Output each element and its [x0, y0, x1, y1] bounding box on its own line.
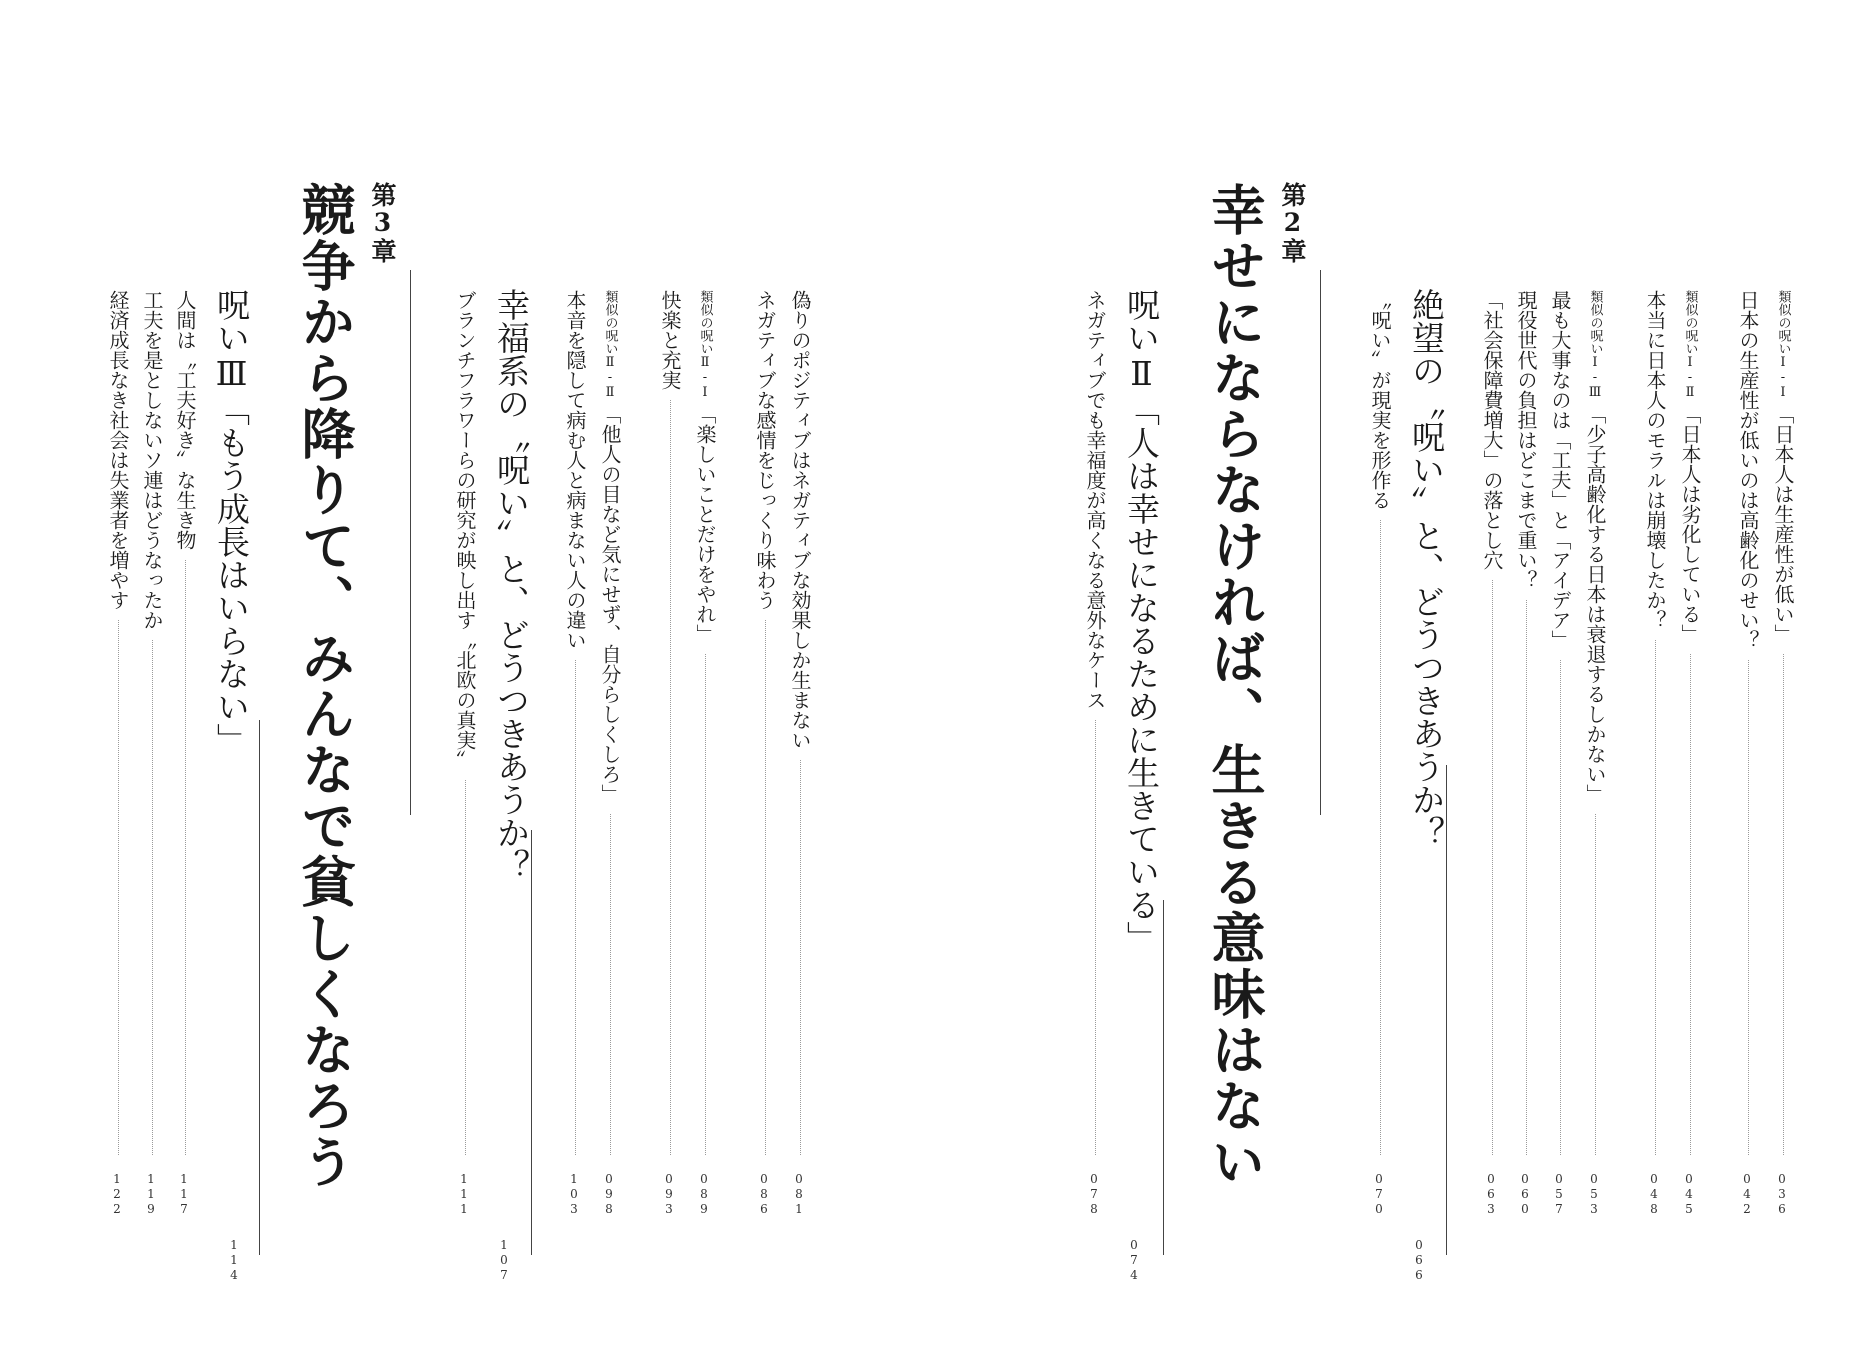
dot-leader [800, 760, 801, 1155]
dot-leader [765, 620, 766, 1155]
toc-section[interactable] [212, 288, 251, 1228]
toc-entry[interactable] [600, 290, 620, 1165]
toc-entry[interactable] [1738, 290, 1758, 1165]
dot-leader [1655, 640, 1656, 1155]
toc-entry-text: 「少子高齢化する日本は衰退するしかない」 [1583, 404, 1607, 804]
page-number: 114 [227, 1238, 241, 1283]
toc-entry[interactable] [108, 290, 128, 1165]
dot-leader [1526, 600, 1527, 1155]
page-number: 117 [177, 1172, 191, 1217]
dot-leader [670, 400, 671, 1155]
dot-leader [1380, 520, 1381, 1155]
chapter-label: 第3章 [368, 182, 397, 264]
page-number: 048 [1647, 1172, 1661, 1217]
section-title: 呪いⅢ「もう成長はいらない」 [212, 288, 251, 756]
page-number: 093 [662, 1172, 676, 1217]
page-number: 086 [757, 1172, 771, 1217]
toc-entry-text: ネガティブでも幸福度が高くなる意外なケース [1083, 290, 1107, 710]
page-number: 066 [1412, 1238, 1426, 1283]
similar-curse-tag: 類似の呪いⅠ-Ⅲ [1587, 290, 1603, 400]
toc-entry[interactable] [755, 290, 775, 1165]
similar-curse-tag: 類似の呪いⅡ-Ⅰ [697, 290, 713, 400]
toc-entry-text: 最も大事なのは「工夫」と「アイデア」 [1548, 290, 1572, 650]
dot-leader [705, 654, 706, 1155]
section-title: 呪いⅡ「人は幸せになるために生きている」 [1122, 288, 1161, 954]
page-number: 119 [144, 1172, 158, 1217]
dot-leader [1492, 580, 1493, 1155]
toc-entry[interactable] [1482, 290, 1502, 1165]
page-number: 042 [1740, 1172, 1754, 1217]
dot-leader [1690, 654, 1691, 1155]
toc-entry[interactable] [1585, 290, 1605, 1165]
page-number: 103 [567, 1172, 581, 1217]
toc-entry[interactable] [695, 290, 715, 1165]
toc-entry-text: 快楽と充実 [658, 290, 682, 390]
dot-leader [465, 780, 466, 1155]
chapter-rule [1320, 270, 1321, 815]
dot-leader [185, 560, 186, 1155]
page-number: 060 [1518, 1172, 1532, 1217]
page-number: 053 [1587, 1172, 1601, 1217]
toc-section[interactable] [492, 288, 531, 1228]
toc-entry[interactable] [1085, 290, 1105, 1165]
toc-entry-text: 人間は〝工夫好き〟な生き物 [173, 290, 197, 550]
toc-entry[interactable] [175, 290, 195, 1165]
page-number: 089 [697, 1172, 711, 1217]
chapter-label: 第2章 [1278, 182, 1307, 264]
similar-curse-tag: 類似の呪いⅠ-Ⅱ [1682, 290, 1698, 400]
dot-leader [1560, 660, 1561, 1155]
page-number: 063 [1484, 1172, 1498, 1217]
toc-entry-text: 偽りのポジティブはネガティブな効果しか生まない [788, 290, 812, 750]
toc-entry[interactable] [455, 290, 475, 1165]
toc-entry[interactable] [1645, 290, 1665, 1165]
toc-entry-text: 「社会保障費増大」の落とし穴 [1480, 290, 1504, 570]
toc-entry-text: 現役世代の負担はどこまで重い？ [1514, 290, 1538, 590]
page-number: 045 [1682, 1172, 1696, 1217]
page-number: 074 [1127, 1238, 1141, 1283]
chapter-title[interactable]: 幸せにならなければ、生きる意味はない [1203, 182, 1267, 1190]
toc-entry[interactable] [1773, 290, 1793, 1165]
toc-entry-text: ネガティブな感情をじっくり味わう [753, 290, 777, 610]
toc-entry-text: 経済成長なき社会は失業者を増やす [106, 290, 130, 610]
chapter-rule [410, 270, 411, 815]
similar-curse-tag: 類似の呪いⅠ-Ⅰ [1775, 290, 1791, 400]
toc-entry-text: 〝呪い〟が現実を形作る [1368, 290, 1392, 510]
dot-leader [1748, 660, 1749, 1155]
dot-leader [610, 814, 611, 1155]
dot-leader [152, 640, 153, 1155]
toc-section[interactable] [1122, 288, 1161, 1228]
toc-entry[interactable] [790, 290, 810, 1165]
page-number: 081 [792, 1172, 806, 1217]
dot-leader [1783, 654, 1784, 1155]
toc-entry[interactable] [1550, 290, 1570, 1165]
toc-entry[interactable] [660, 290, 680, 1165]
toc-entry[interactable] [142, 290, 162, 1165]
dot-leader [575, 660, 576, 1155]
page-number: 111 [457, 1172, 471, 1217]
toc-entry-text: 「日本人は劣化している」 [1678, 404, 1702, 644]
toc-section[interactable] [1407, 288, 1446, 1228]
section-rule [259, 720, 260, 1255]
page-number: 098 [602, 1172, 616, 1217]
section-rule [1163, 900, 1164, 1255]
dot-leader [118, 620, 119, 1155]
page-number: 078 [1087, 1172, 1101, 1217]
section-title: 絶望の〝呪い〟と、どうつきあうか？ [1407, 288, 1446, 849]
page-number: 036 [1775, 1172, 1789, 1217]
section-rule [1446, 765, 1447, 1255]
toc-entry-text: 本音を隠して病む人と病まない人の違い [563, 290, 587, 650]
toc-entry-text: ブランチフラワーらの研究が映し出す〝北欧の真実〟 [453, 290, 477, 770]
toc-entry-text: 「他人の目など気にせず、自分らしくしろ」 [598, 404, 622, 804]
toc-entry[interactable] [565, 290, 585, 1165]
dot-leader [1595, 814, 1596, 1155]
page-number: 122 [110, 1172, 124, 1217]
toc-entry-text: 「楽しいことだけをやれ」 [693, 404, 717, 644]
dot-leader [1095, 720, 1096, 1155]
toc-entry-text: 工夫を是としないソ連はどうなったか [140, 290, 164, 630]
chapter-title[interactable]: 競争から降りて、みんなで貧しくなろう [293, 182, 357, 1190]
section-title: 幸福系の〝呪い〟と、どうつきあうか？ [492, 288, 531, 882]
toc-entry-text: 本当に日本人のモラルは崩壊したか？ [1643, 290, 1667, 630]
toc-entry[interactable] [1370, 290, 1390, 1165]
toc-entry[interactable] [1516, 290, 1536, 1165]
toc-entry-text: 「日本人は生産性が低い」 [1771, 404, 1795, 644]
toc-entry[interactable] [1680, 290, 1700, 1165]
page-number: 070 [1372, 1172, 1386, 1217]
page-number: 057 [1552, 1172, 1566, 1217]
toc-entry-text: 日本の生産性が低いのは高齢化のせい？ [1736, 290, 1760, 650]
page-number: 107 [497, 1238, 511, 1283]
section-rule [531, 830, 532, 1255]
similar-curse-tag: 類似の呪いⅡ-Ⅱ [602, 290, 618, 400]
